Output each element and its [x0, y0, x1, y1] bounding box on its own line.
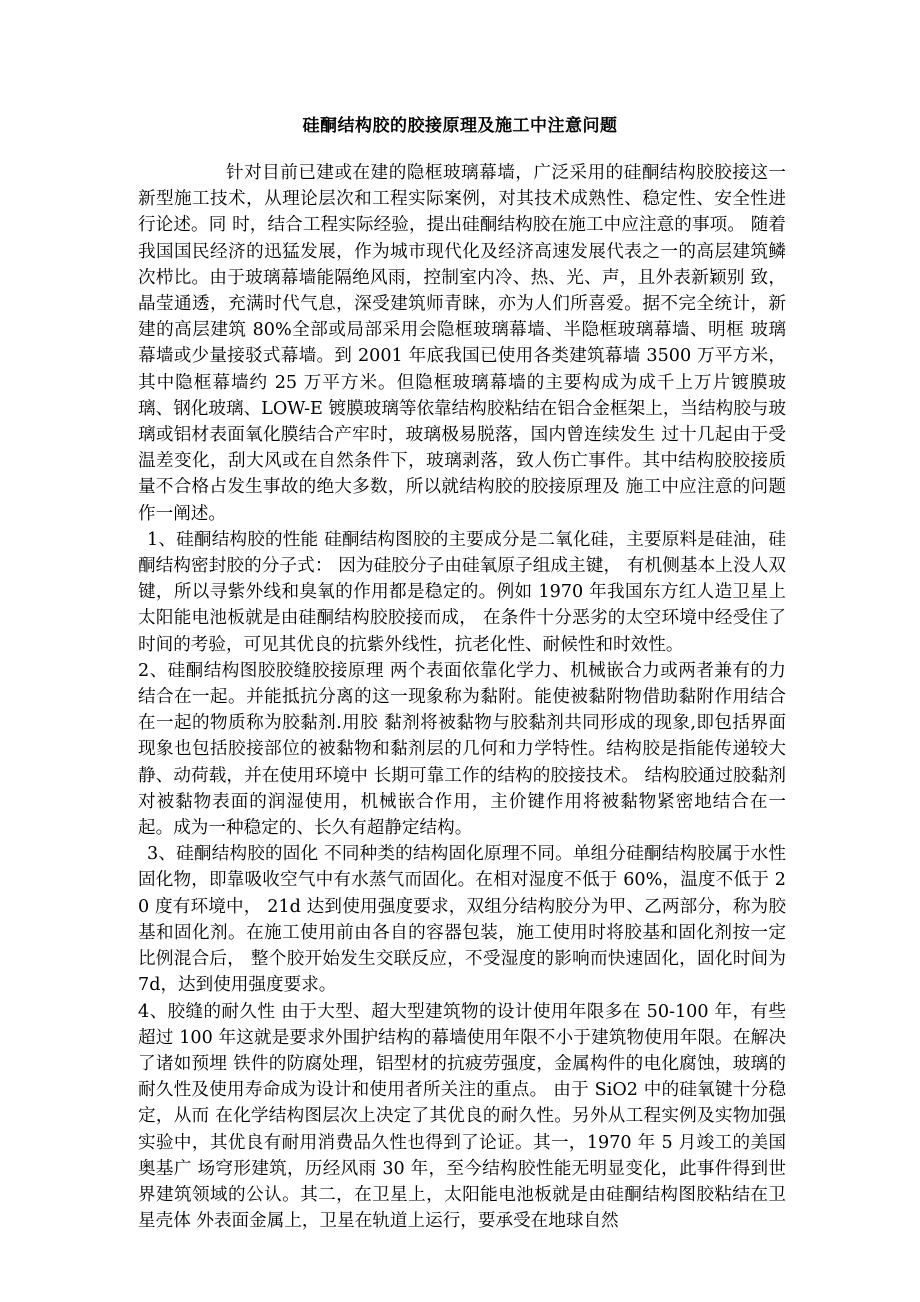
paragraph-intro: 针对目前已建或在建的隐框玻璃幕墙，广泛采用的硅酮结构胶胶接这一新型施工技术，从理论层次和工程实际案例，对其技术成熟性、稳定性、安全性进行论述。同 时，结合工程实际经验，提出硅酮结构胶在施工中应注意的事项。 随着我国国民经济的迅猛发展，作为城市现代化及经济高速发展代表之一的高层建筑鳞次栉比。由于玻璃幕墙能隔绝风雨，控制室内冷、热、光、声，且外表新颖别 致，晶莹通透，充满时代气息，深受建筑师青睐，亦为人们所喜爱。据不完全统计，新建的高层建筑 80%全部或局部采用会隐框玻璃幕墙、半隐框玻璃幕墙、明框 玻璃幕墙或少量接驳式幕墙。到 2001 年底我国已使用各类建筑幕墙 3500 万平方米，其中隐框幕墙约 25 万平方米。但隐框玻璃幕墙的主要构成为成千上万片镀膜玻璃、钢化玻璃、LOW-E 镀膜玻璃等依靠结构胶粘结在铝合金框架上，当结构胶与玻璃或铝材表面氧化膜结合产牢时，玻璃极易脱落，国内曾连续发生 过十几起由于受温差变化，刮大风或在自然条件下，玻璃剥落，致人伤亡事件。其中结构胶胶接质量不合格占发生事故的绝大多数，所以就结构胶的胶接原理及 施工中应注意的问题作一阐述。 [138, 163, 786, 524]
paragraph-durability: 4、胶缝的耐久性 由于大型、超大型建筑物的设计使用年限多在 50-100 年，有些超过 100 年这就是要求外围护结构的幕墙使用年限不小于建筑物使用年限。在解决了诸如预埋 铁件的防腐处理，铝型材的抗疲劳强度，金属构件的电化腐蚀，玻璃的耐久性及使用寿命成为设计和使用者所关注的重点。 由于 SiO2 中的硅氧键十分稳定，从而 在化学结构图层次上决定了其优良的耐久性。另外从工程实例及实物加强实验中，其优良有耐用消费品久性也得到了论证。其一，1970 年 5 月竣工的美国奥基广 场穹形建筑，历经风雨 30 年，至今结构胶性能无明显变化，此事件得到世界建筑领域的公认。其二，在卫星上，太阳能电池板就是由硅酮结构图胶粘结在卫星壳体 外表面金属上，卫星在轨道上运行，要承受在地球自然 [138, 1001, 786, 1232]
paragraph-performance: 1、硅酮结构胶的性能 硅酮结构图胶的主要成分是二氧化硅，主要原料是硅油，硅酮结构密封胶的分子式： 因为硅胶分子由硅氧原子组成主键， 有机侧基本上没人双键，所以寻紫外线和臭氧的作用都是稳定的。例如 1970 年我国东方红人造卫星上太阳能电池板就是由硅酮结构胶胶接而成， 在条件十分恶劣的太空环境中经受住了时间的考验，可见其优良的抗紫外线性，抗老化性、耐候性和时效性。 [138, 529, 786, 655]
paragraph-curing: 3、硅酮结构胶的固化 不同种类的结构固化原理不同。单组分硅酮结构胶属于水性固化物，即靠吸收空气中有水蒸气而固化。在相对湿度不低于 60%，温度不低于 20 度有环境中， 21d 达到使用强度要求，双组分结构胶分为甲、乙两部分，称为胶基和固化剂。在施工使用前由各自的容器包装，施工使用时将胶基和固化剂按一定比例混合后， 整个胶开始发生交联反应，不受湿度的影响而快速固化，固化时间为 7d，达到使用强度要求。 [138, 844, 786, 996]
paragraph-bonding-principle: 2、硅酮结构图胶胶缝胶接原理 两个表面依靠化学力、机械嵌合力或两者兼有的力结合在一起。并能抵抗分离的这一现象称为黏附。能使被黏附物借助黏附作用结合在一起的物质称为胶黏剂.用胶 黏剂将被黏物与胶黏剂共同形成的现象,即包括界面现象也包括胶接部位的被黏物和黏剂层的几何和力学特性。结构胶是指能传递较大静、动荷载，并在使用环境中 长期可靠工作的结构的胶接技术。 结构胶通过胶黏剂对被黏物表面的润湿使用，机械嵌合作用，主价键作用将被黏物紧密地结合在一起。成为一种稳定的、长久有超静定结构。 [138, 660, 786, 839]
document-title: 硅酮结构胶的胶接原理及施工中注意问题 [302, 116, 618, 136]
document-body [138, 160, 786, 1234]
